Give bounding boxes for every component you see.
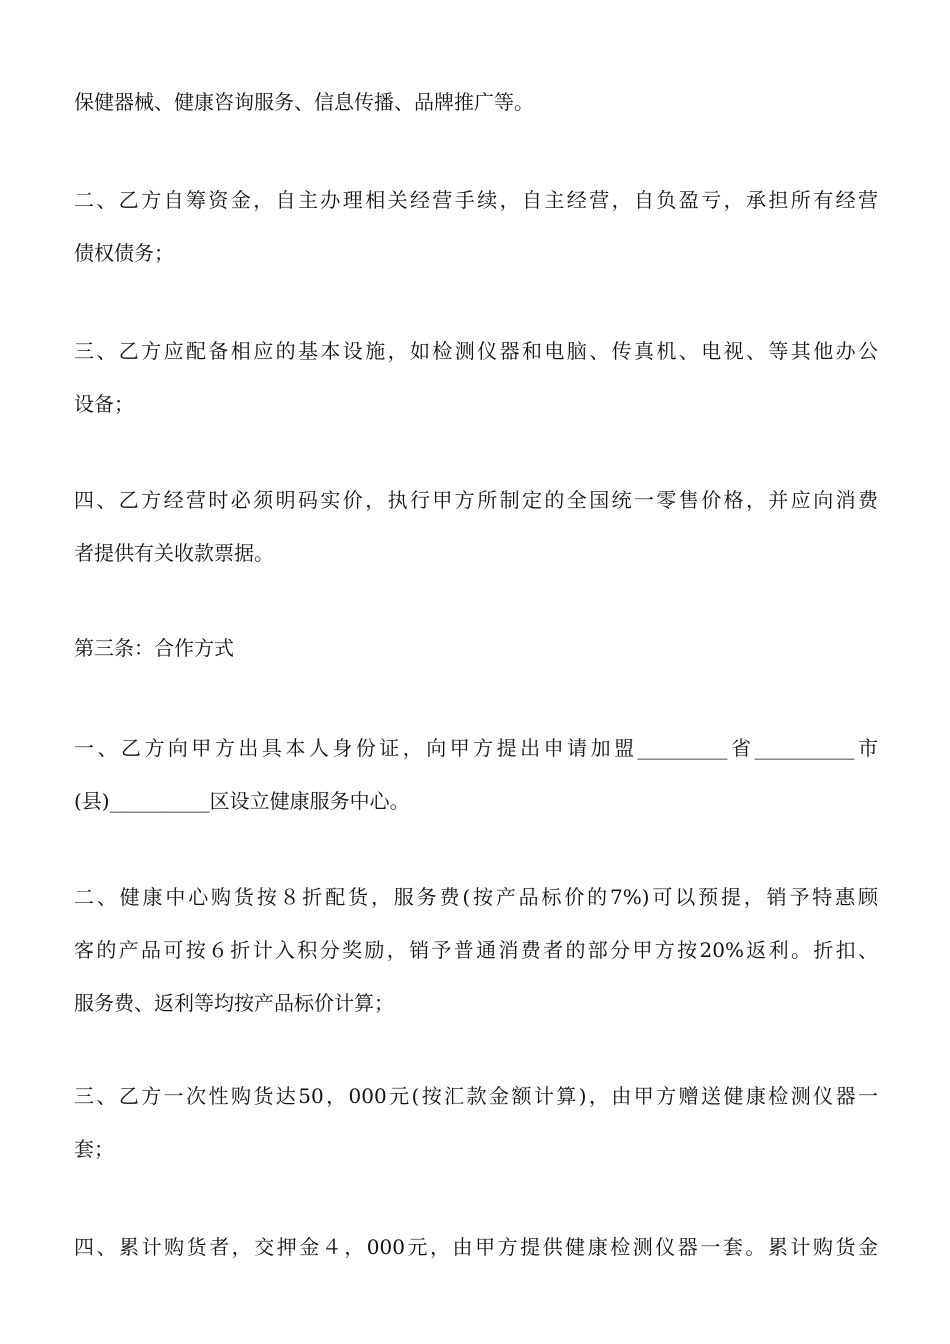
text-line: 服务费、返利等均按产品标价计算； bbox=[74, 991, 394, 1015]
paragraph-coop-2-discounts bbox=[74, 871, 878, 1030]
text-line: 一、乙方向甲方出具本人身份证，向甲方提出申请加盟_________省__________市 bbox=[74, 736, 878, 760]
paragraph-clause-2-self-funded bbox=[74, 174, 878, 280]
paragraph-clause-4-pricing bbox=[74, 474, 878, 580]
paragraph-coop-1-application bbox=[74, 722, 878, 828]
paragraph-coop-3-bulk-purchase bbox=[74, 1070, 878, 1176]
text-line: 四、累计购货者，交押金４，000元，由甲方提供健康检测仪器一套。累计购货金 bbox=[74, 1235, 878, 1259]
text-line: 设备； bbox=[74, 392, 134, 416]
text-line: (县)__________区设立健康服务中心。 bbox=[74, 789, 410, 813]
text-line: 套； bbox=[74, 1137, 114, 1161]
paragraph-coop-4-cumulative bbox=[74, 1221, 878, 1274]
paragraph-clause-3-facilities bbox=[74, 325, 878, 431]
text-line: 者提供有关收款票据。 bbox=[74, 541, 274, 565]
text-line: 保健器械、健康咨询服务、信息传播、品牌推广等。 bbox=[74, 90, 534, 114]
text-line: 债权债务； bbox=[74, 241, 174, 265]
text-line: 二、乙方自筹资金，自主办理相关经营手续，自主经营，自负盈亏，承担所有经营 bbox=[74, 188, 878, 212]
section-heading: 第三条：合作方式 bbox=[74, 636, 234, 660]
text-line: 客的产品可按６折计入积分奖励，销予普通消费者的部分甲方按20%返利。折扣、 bbox=[74, 938, 878, 962]
section-heading-article-3 bbox=[74, 622, 878, 675]
text-line: 四、乙方经营时必须明码实价，执行甲方所制定的全国统一零售价格，并应向消费 bbox=[74, 488, 878, 512]
paragraph-scope-continued bbox=[74, 76, 878, 129]
text-line: 三、乙方一次性购货达50，000元(按汇款金额计算)，由甲方赠送健康检测仪器一 bbox=[74, 1084, 878, 1108]
text-line: 三、乙方应配备相应的基本设施，如检测仪器和电脑、传真机、电视、等其他办公 bbox=[74, 339, 878, 363]
text-line: 二、健康中心购货按８折配货，服务费(按产品标价的7%)可以预提，销予特惠顾 bbox=[74, 885, 878, 909]
